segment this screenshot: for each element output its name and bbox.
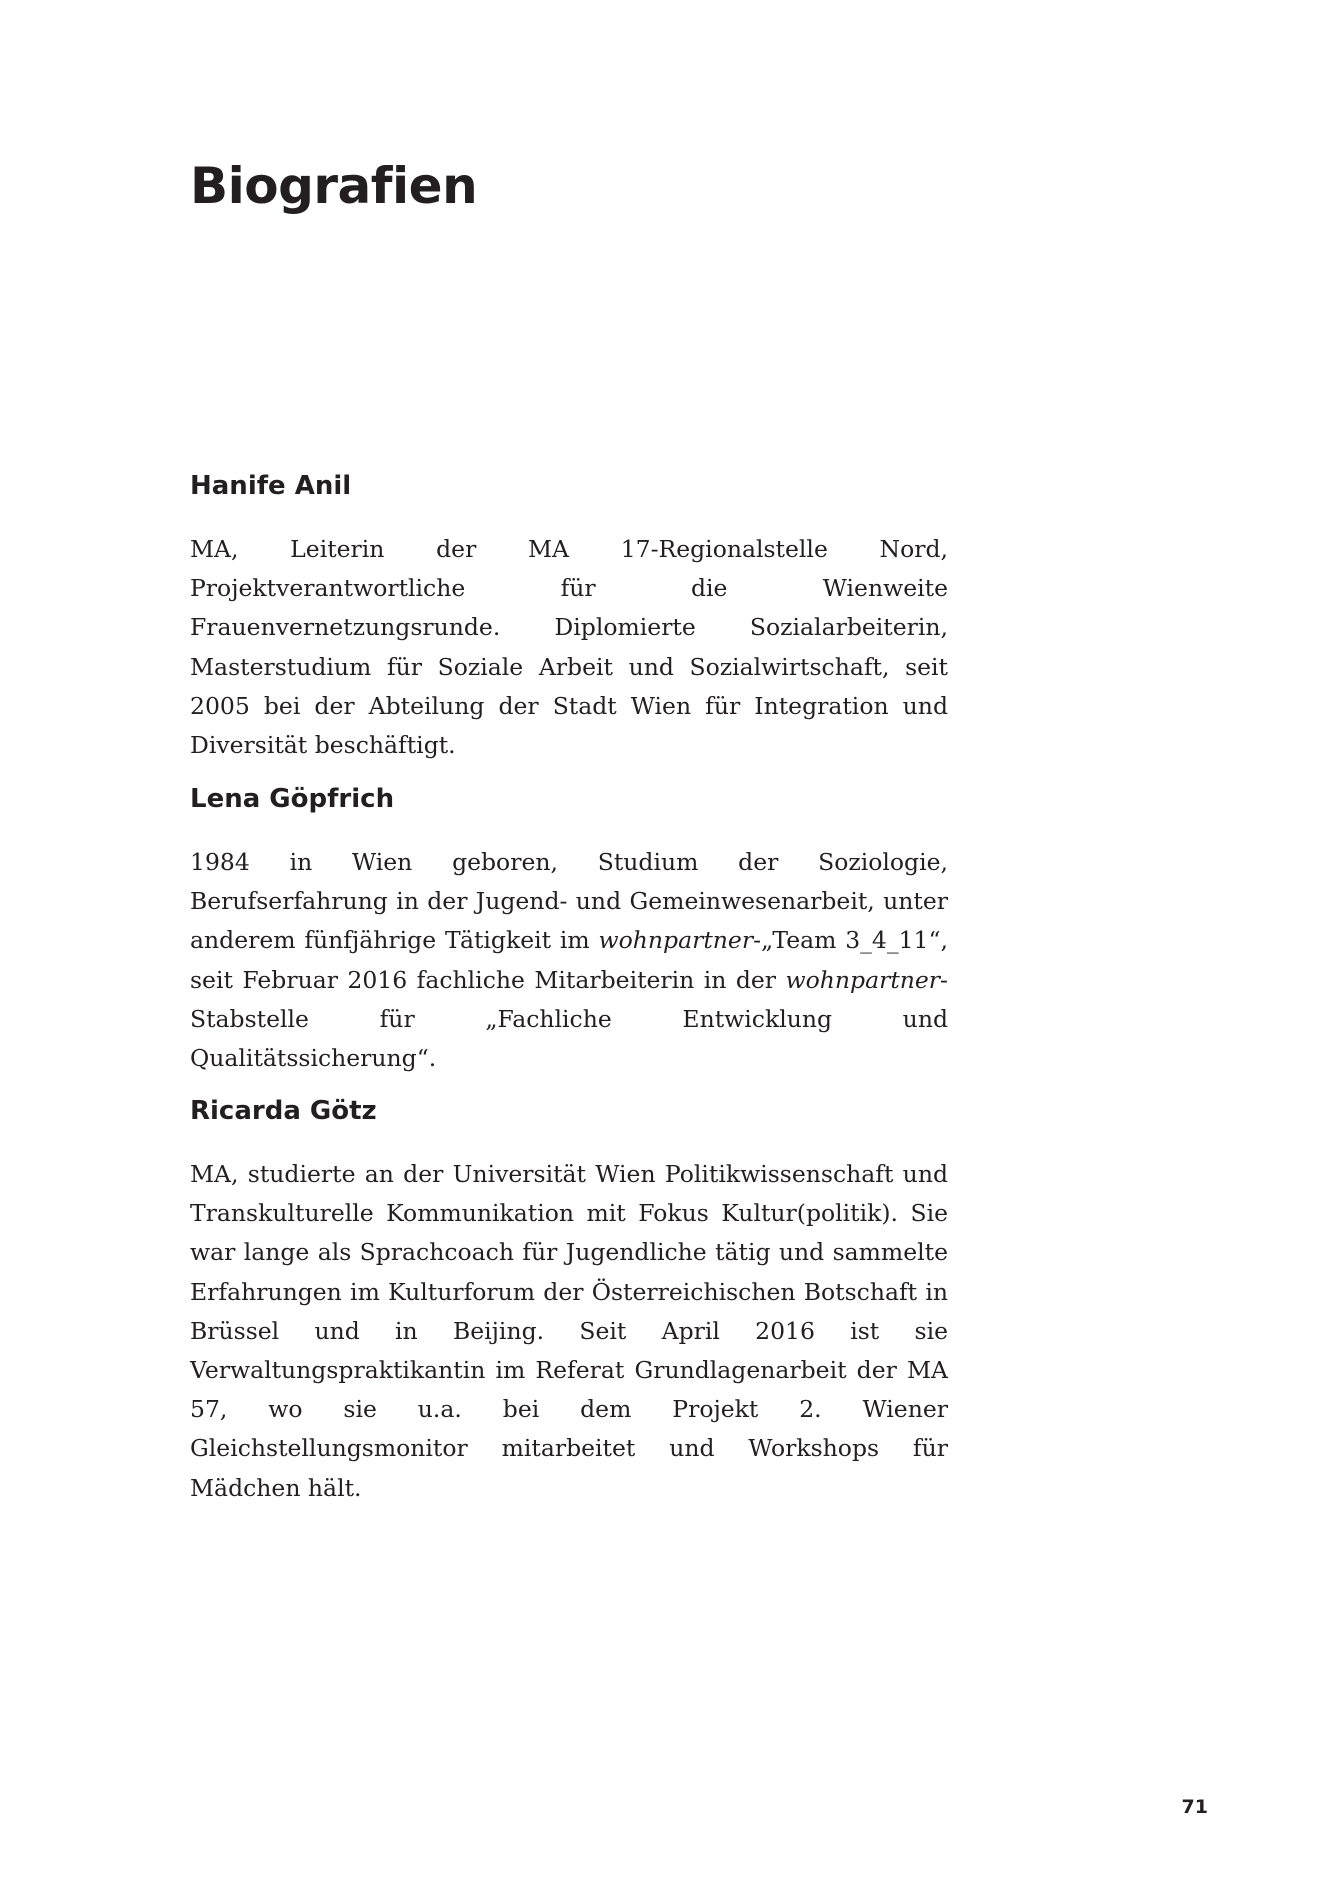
bio-text: MA, Leiterin der MA 17-Regionalstelle Nord, Projektverantwortliche für die Wienweite Frauenvernetzungsrunde. Diplomierte Sozialarbeiterin, Masterstudium für Soziale Arbeit und Sozialwirtschaft, seit 2005 bei der Abteilung der Stadt Wien für Integration und Diversität beschäftigt. bbox=[190, 535, 948, 760]
bio-lena-goepfrich bbox=[190, 781, 948, 1078]
bio-text-italic: wohnpartner bbox=[598, 926, 754, 955]
page-number: 71 bbox=[1181, 1796, 1208, 1818]
bio-text-part: -Stabstelle für „Fachliche Entwicklung und Qualitätssicherung“. bbox=[190, 965, 948, 1073]
bio-text bbox=[190, 843, 948, 1078]
bio-hanife-anil bbox=[190, 468, 948, 765]
bio-text-part: -„Team 3_4_11“, seit Februar 2016 fachliche Mitarbeiterin in der bbox=[190, 926, 948, 994]
bio-text: MA, studierte an der Universität Wien Politikwissenschaft und Transkulturelle Kommunikation mit Fokus Kultur(politik). Sie war lange als Sprachcoach für Jugendliche tätig und sammelte Erfahrungen im Kulturforum der Österreichischen Botschaft in Brüssel und in Beijing. Seit April 2016 ist sie Verwaltungspraktikantin im Referat Grundlagenarbeit der MA 57, wo sie u.a. bei dem Projekt 2. Wiener Gleichstellungsmonitor mitarbeitet und Workshops für Mädchen hält. bbox=[190, 1160, 948, 1502]
bio-name: Hanife Anil bbox=[190, 471, 352, 501]
page-title: Biografien bbox=[190, 157, 478, 215]
bio-text-italic: wohnpartner bbox=[785, 965, 941, 994]
bio-ricarda-goetz bbox=[190, 1093, 948, 1508]
bio-text-part: 1984 in Wien geboren, Studium der Soziologie, Berufserfahrung in der Jugend- und Gemeinwesenarbeit, unter anderem fünfjährige Tätigkeit im bbox=[190, 848, 948, 955]
bio-name: Ricarda Götz bbox=[190, 1096, 377, 1126]
bio-name: Lena Göpfrich bbox=[190, 784, 395, 814]
